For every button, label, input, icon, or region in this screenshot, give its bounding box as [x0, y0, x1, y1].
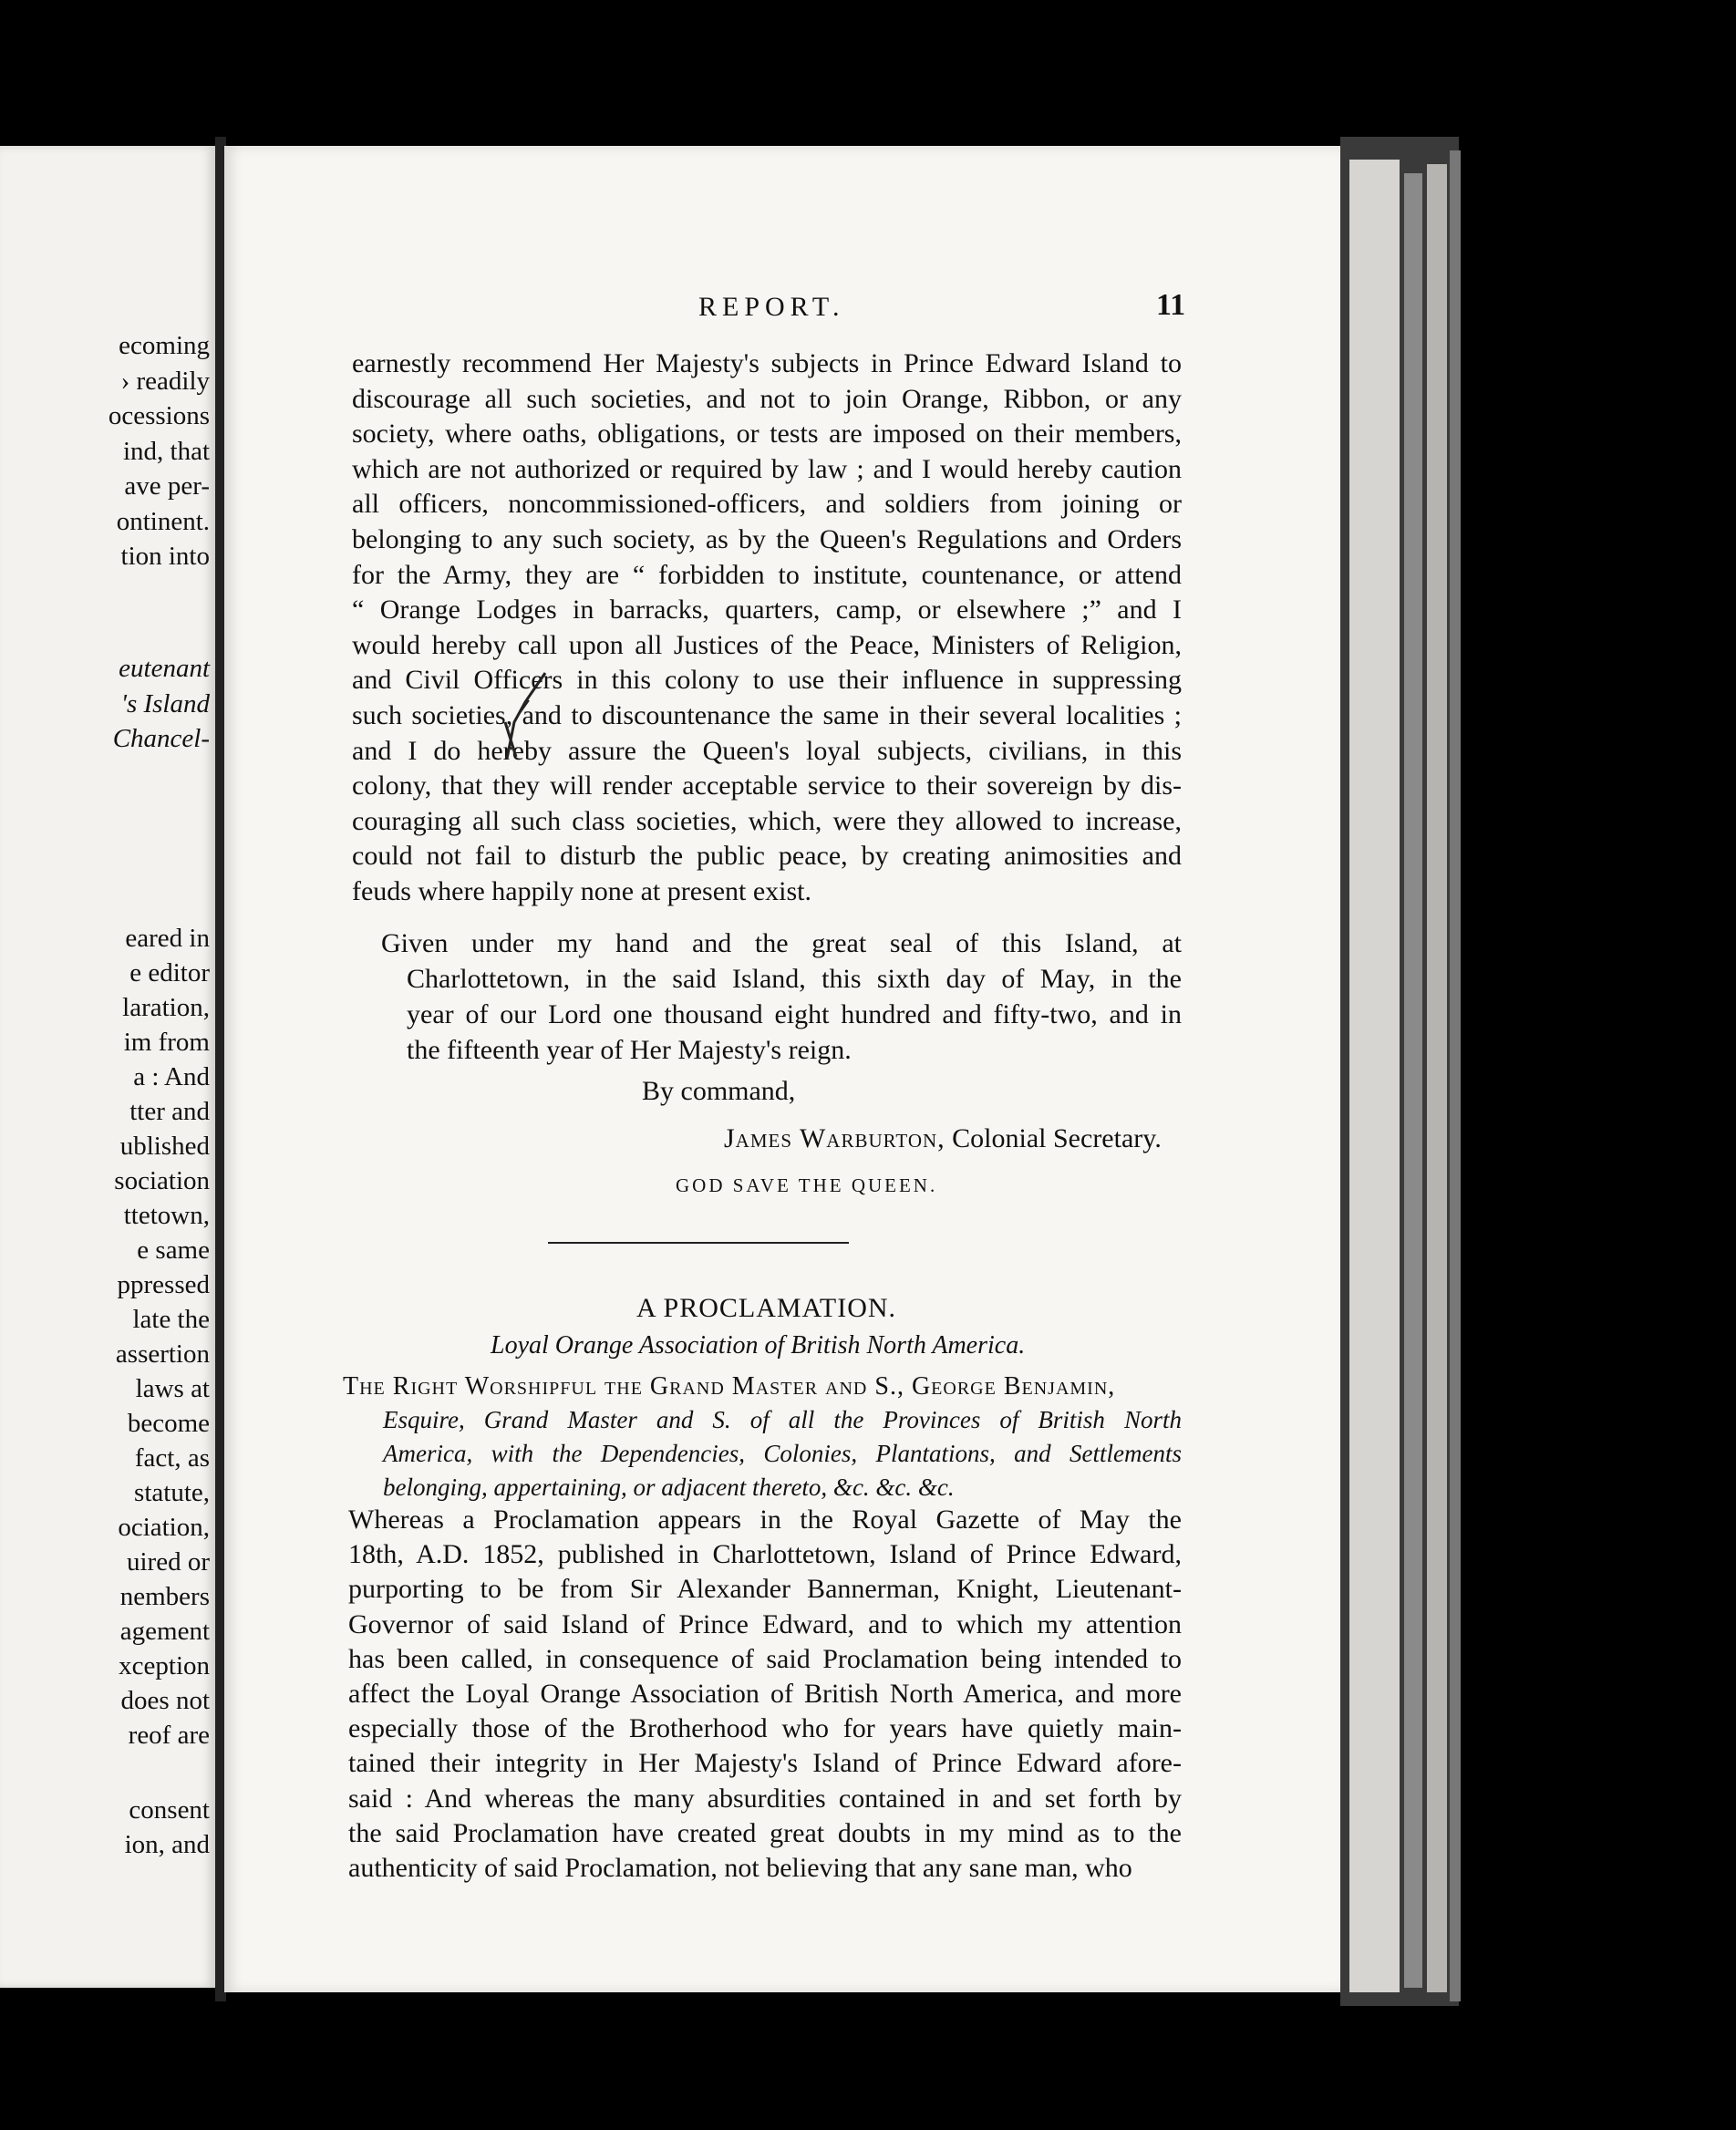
- facing-page-line: laration,: [122, 993, 210, 1022]
- facing-page-line: ind, that: [122, 436, 210, 466]
- whereas-paragraph: [348, 1503, 1182, 1886]
- facing-page-line: ppressed: [117, 1270, 210, 1299]
- text-line: Whereas a Proclamation appears in the Royal Gazette of May the: [348, 1504, 1182, 1535]
- text-line: such societies, and to discountenance the same in their several localities ;: [352, 699, 1182, 730]
- facing-page-line: uired or: [127, 1547, 210, 1577]
- text-line: earnestly recommend Her Majesty's subjects in Prince Edward Island to: [352, 348, 1182, 378]
- facing-page-line: agement: [119, 1617, 210, 1646]
- text-line: belonging to any such society, as by the Queen's Regulations and Orders: [352, 523, 1182, 554]
- proclamation-subtitle: Loyal Orange Association of British North America.: [491, 1331, 1026, 1360]
- facing-page-line: tion into: [120, 542, 210, 571]
- by-command: By command,: [642, 1076, 796, 1106]
- text-line: especially those of the Brotherhood who for years have quietly main-: [348, 1713, 1182, 1744]
- facing-page-line: Chancel-: [112, 724, 210, 753]
- page-number: 11: [1156, 288, 1186, 322]
- facing-page-line: eared in: [125, 924, 210, 953]
- facing-page-line: late the: [132, 1305, 210, 1334]
- text-line: Governor of said Island of Prince Edward, and to which my attention: [348, 1608, 1182, 1639]
- running-head: REPORT.: [698, 292, 845, 322]
- facing-page-fragment: [0, 146, 215, 1988]
- facing-page-line: reof are: [128, 1721, 210, 1750]
- issuer-line: Esquire, Grand Master and S. of all the Provinces of British North: [383, 1406, 1182, 1433]
- facing-page-line: im from: [123, 1028, 210, 1057]
- signature-line: [724, 1123, 1162, 1154]
- handwritten-margin-mark-icon: [498, 667, 553, 768]
- issuer-line: belonging, appertaining, or adjacent thereto, &c. &c. &c.: [383, 1473, 955, 1501]
- text-line: Given under my hand and the great seal of this Island, at: [381, 928, 1182, 958]
- text-line: affect the Loyal Orange Association of British North America, and more: [348, 1679, 1182, 1710]
- god-save-the-queen: GOD SAVE THE QUEEN.: [676, 1174, 938, 1196]
- text-line: said : And whereas the many absurdities contained in and set forth by: [348, 1783, 1182, 1814]
- facing-page-line: ontinent.: [116, 506, 210, 536]
- facing-page-line: a : And: [133, 1062, 210, 1091]
- text-line: purporting to be from Sir Alexander Bannerman, Knight, Lieutenant-: [348, 1574, 1182, 1605]
- text-line: the fifteenth year of Her Majesty's reign.: [407, 1035, 852, 1065]
- text-line: feuds where happily none at present exist.: [352, 875, 812, 906]
- section-divider: [548, 1242, 849, 1244]
- text-line: all officers, noncommissioned-officers, and soldiers from joining or: [352, 489, 1182, 520]
- facing-page-line: ttetown,: [123, 1201, 210, 1230]
- text-line: discourage all such societies, and not to join Orange, Ribbon, or any: [352, 383, 1182, 414]
- facing-page-line: › readily: [120, 366, 210, 396]
- signature-name: James Warburton,: [724, 1123, 946, 1153]
- facing-page-line: assertion: [115, 1339, 210, 1369]
- facing-page-line: xception: [119, 1651, 210, 1680]
- text-line: could not fail to disturb the public peace, by creating animosities and: [352, 841, 1182, 872]
- issuer-line: America, with the Dependencies, Colonies, Plantations, and Settlements: [383, 1440, 1182, 1467]
- facing-page-line: ublished: [119, 1132, 210, 1161]
- facing-page-line: 's Island: [120, 688, 210, 719]
- facing-page-line: ion, and: [124, 1830, 210, 1859]
- book-edge-pages: [1427, 164, 1447, 1992]
- book-edge-pages: [1450, 150, 1461, 2001]
- given-under-hand: [381, 925, 1182, 1068]
- text-line: the said Proclamation have created great doubts in my mind as to the: [348, 1817, 1182, 1848]
- text-line: couraging all such class societies, which, were they allowed to increase,: [352, 805, 1182, 836]
- issuer-lead: The Right Worshipful the Grand Master and S., George Benjamin,: [343, 1372, 1116, 1401]
- text-line: and Civil Officers in this colony to use their influence in suppressing: [352, 665, 1182, 696]
- book-edge-pages: [1404, 173, 1422, 1988]
- text-line: which are not authorized or required by law ; and I would hereby caution: [352, 453, 1182, 484]
- text-line: has been called, in consequence of said Proclamation being intended to: [348, 1643, 1182, 1674]
- facing-page-line: laws at: [135, 1374, 210, 1403]
- facing-page-line: e editor: [129, 958, 210, 987]
- signature-title: Colonial Secretary.: [952, 1123, 1162, 1153]
- facing-page-line: e same: [137, 1236, 210, 1265]
- book-edge-pages: [1349, 160, 1400, 1992]
- text-line: authenticity of said Proclamation, not believing that any sane man, who: [348, 1853, 1132, 1884]
- text-line: would hereby call upon all Justices of the Peace, Ministers of Religion,: [352, 629, 1182, 660]
- text-line: society, where oaths, obligations, or tests are imposed on their members,: [352, 419, 1182, 450]
- facing-page-line: fact, as: [134, 1443, 210, 1473]
- book-page: [224, 146, 1340, 1992]
- text-line: 18th, A.D. 1852, published in Charlottetown, Island of Prince Edward,: [348, 1539, 1182, 1570]
- text-line: for the Army, they are “ forbidden to institute, countenance, or attend: [352, 559, 1182, 590]
- facing-page-line: ave per-: [124, 471, 210, 501]
- facing-page-line: eutenant: [119, 654, 210, 683]
- text-line: colony, that they will render acceptable service to their sovereign by dis-: [352, 770, 1182, 801]
- facing-page-line: ecoming: [119, 331, 210, 360]
- facing-page-line: sociation: [114, 1166, 210, 1195]
- text-line: and I do hereby assure the Queen's loyal subjects, civilians, in this: [352, 735, 1182, 766]
- facing-page-line: tter and: [129, 1097, 210, 1126]
- facing-page-line: ocessions: [108, 401, 210, 430]
- proclamation-title: A PROCLAMATION.: [636, 1293, 897, 1323]
- text-line: tained their integrity in Her Majesty's Island of Prince Edward afore-: [348, 1748, 1182, 1779]
- text-line: “ Orange Lodges in barracks, quarters, camp, or elsewhere ;” and I: [352, 595, 1182, 626]
- facing-page-line: become: [127, 1409, 210, 1438]
- facing-page-line: statute,: [134, 1478, 210, 1507]
- facing-page-line: does not: [120, 1686, 210, 1715]
- body-paragraph: [352, 346, 1182, 910]
- facing-page-line: ociation,: [118, 1513, 210, 1542]
- text-line: Charlottetown, in the said Island, this sixth day of May, in the: [407, 964, 1182, 994]
- facing-page-line: consent: [129, 1795, 210, 1825]
- facing-page-line: nembers: [119, 1582, 210, 1611]
- text-line: year of our Lord one thousand eight hundred and fifty-two, and in: [407, 999, 1182, 1029]
- proclamation-issuer: [343, 1370, 1182, 1504]
